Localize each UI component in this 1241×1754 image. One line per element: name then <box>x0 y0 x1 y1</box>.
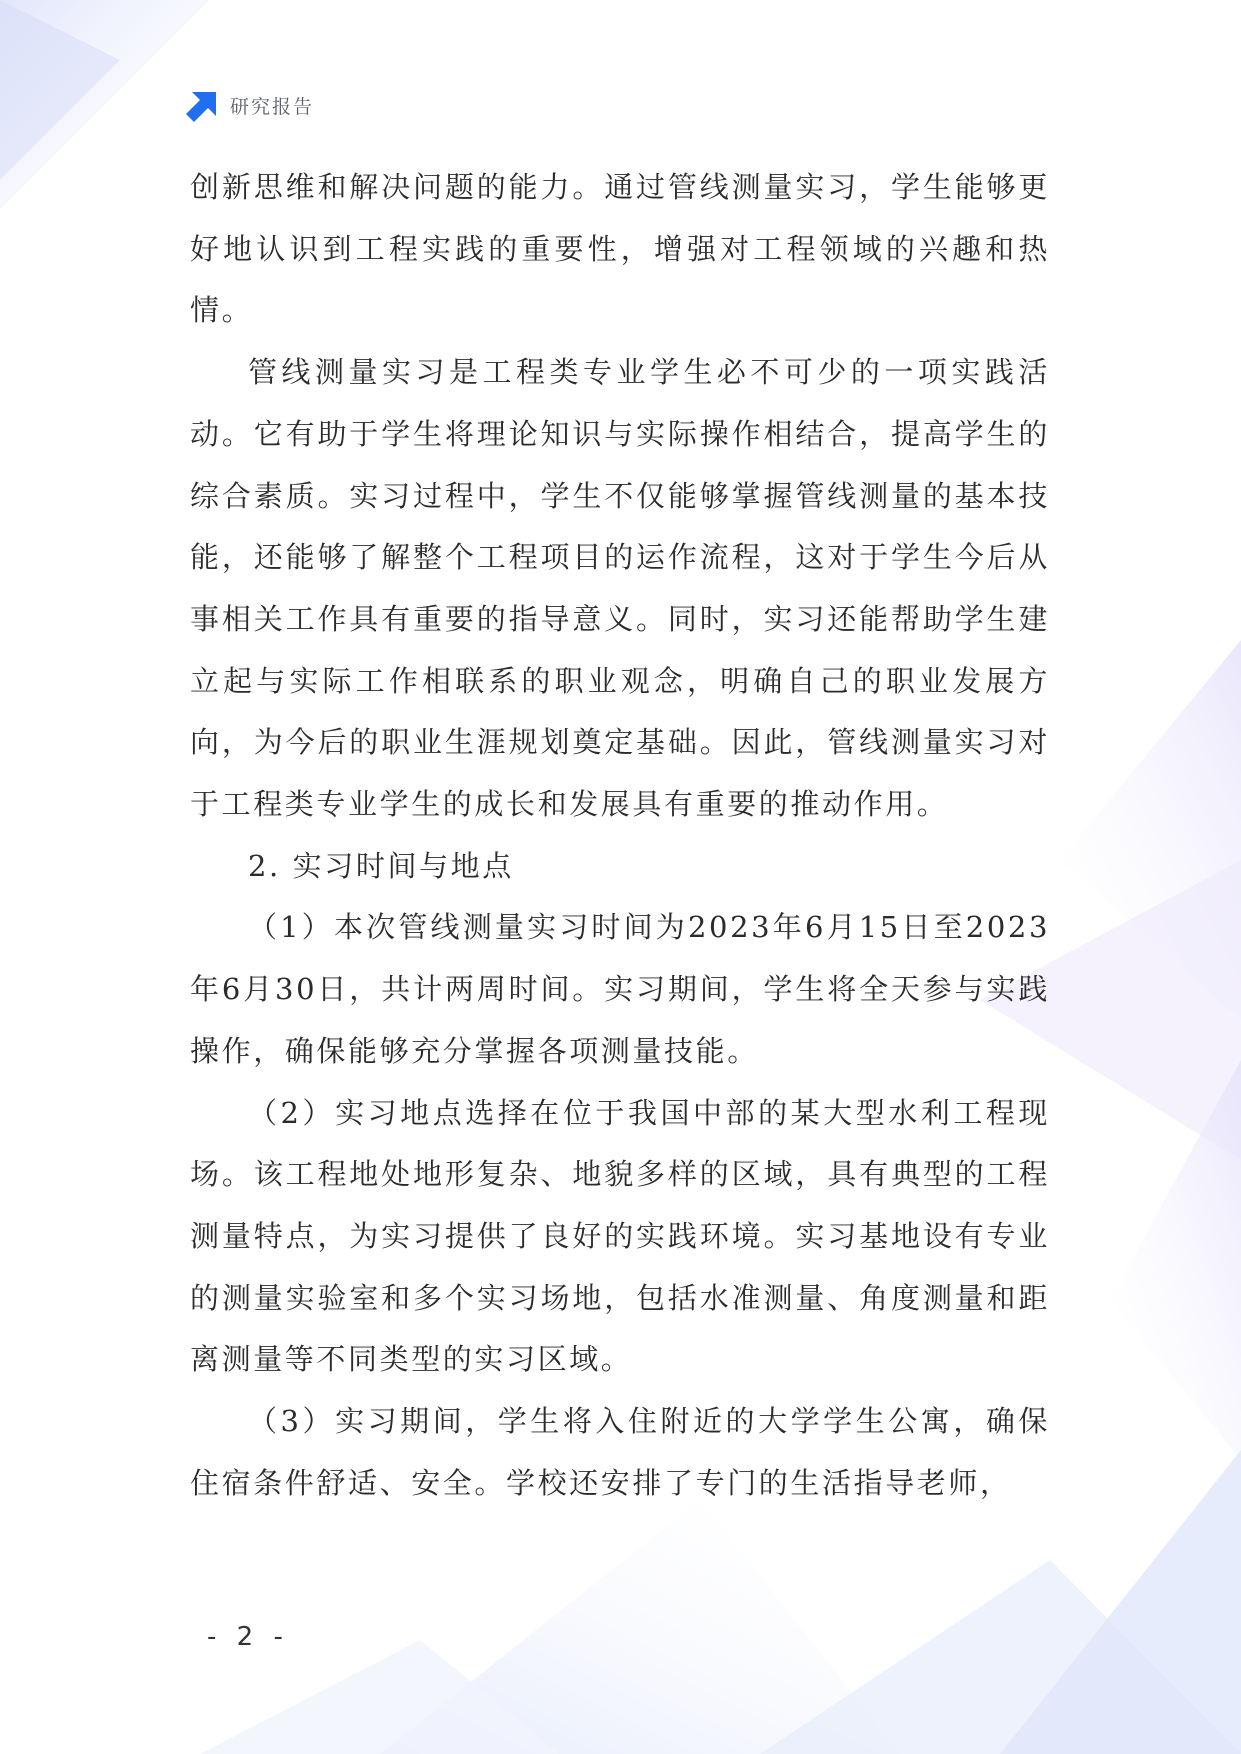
paragraph-time: （1）本次管线测量实习时间为2023年6月15日至2023年6月30日，共计两周时间。实习期间，学生将全天参与实践操作，确保能够充分掌握各项测量技能。 <box>190 910 1050 1068</box>
page-number: - 2 - <box>207 1622 289 1652</box>
section-heading: 2. 实习时间与地点 <box>248 848 514 883</box>
arrow-up-right-icon <box>186 88 220 122</box>
paragraph-location: （2）实习地点选择在位于我国中部的某大型水利工程现场。该工程地处地形复杂、地貌多样的区域，具有典型的工程测量特点，为实习提供了良好的实践环境。实习基地设有专业的测量实验室和多个实习场地，包括水准测量、角度测量和距离测量等不同类型的实习区域。 <box>190 1095 1050 1377</box>
paragraph-internship-significance: 管线测量实习是工程类专业学生必不可少的一项实践活动。它有助于学生将理论知识与实际操作相结合，提高学生的综合素质。实习过程中，学生不仅能够掌握管线测量的基本技能，还能够了解整个工程项目的运作流程，这对于学生今后从事相关工作具有重要的指导意义。同时，实习还能帮助学生建立起与实际工作相联系的职业观念，明确自己的职业发展方向，为今后的职业生涯规划奠定基础。因此，管线测量实习对于工程类专业学生的成长和发展具有重要的推动作用。 <box>190 355 1050 822</box>
report-header <box>186 88 314 122</box>
document-body <box>190 157 1050 1514</box>
header-title: 研究报告 <box>230 95 315 118</box>
paragraph-accommodation: （3）实习期间，学生将入住附近的大学学生公寓，确保住宿条件舒适、安全。学校还安排了专门的生活指导老师， <box>190 1404 1050 1500</box>
paragraph-continued: 创新思维和解决问题的能力。通过管线测量实习，学生能够更好地认识到工程实践的重要性，增强对工程领域的兴趣和热情。 <box>190 170 1050 328</box>
